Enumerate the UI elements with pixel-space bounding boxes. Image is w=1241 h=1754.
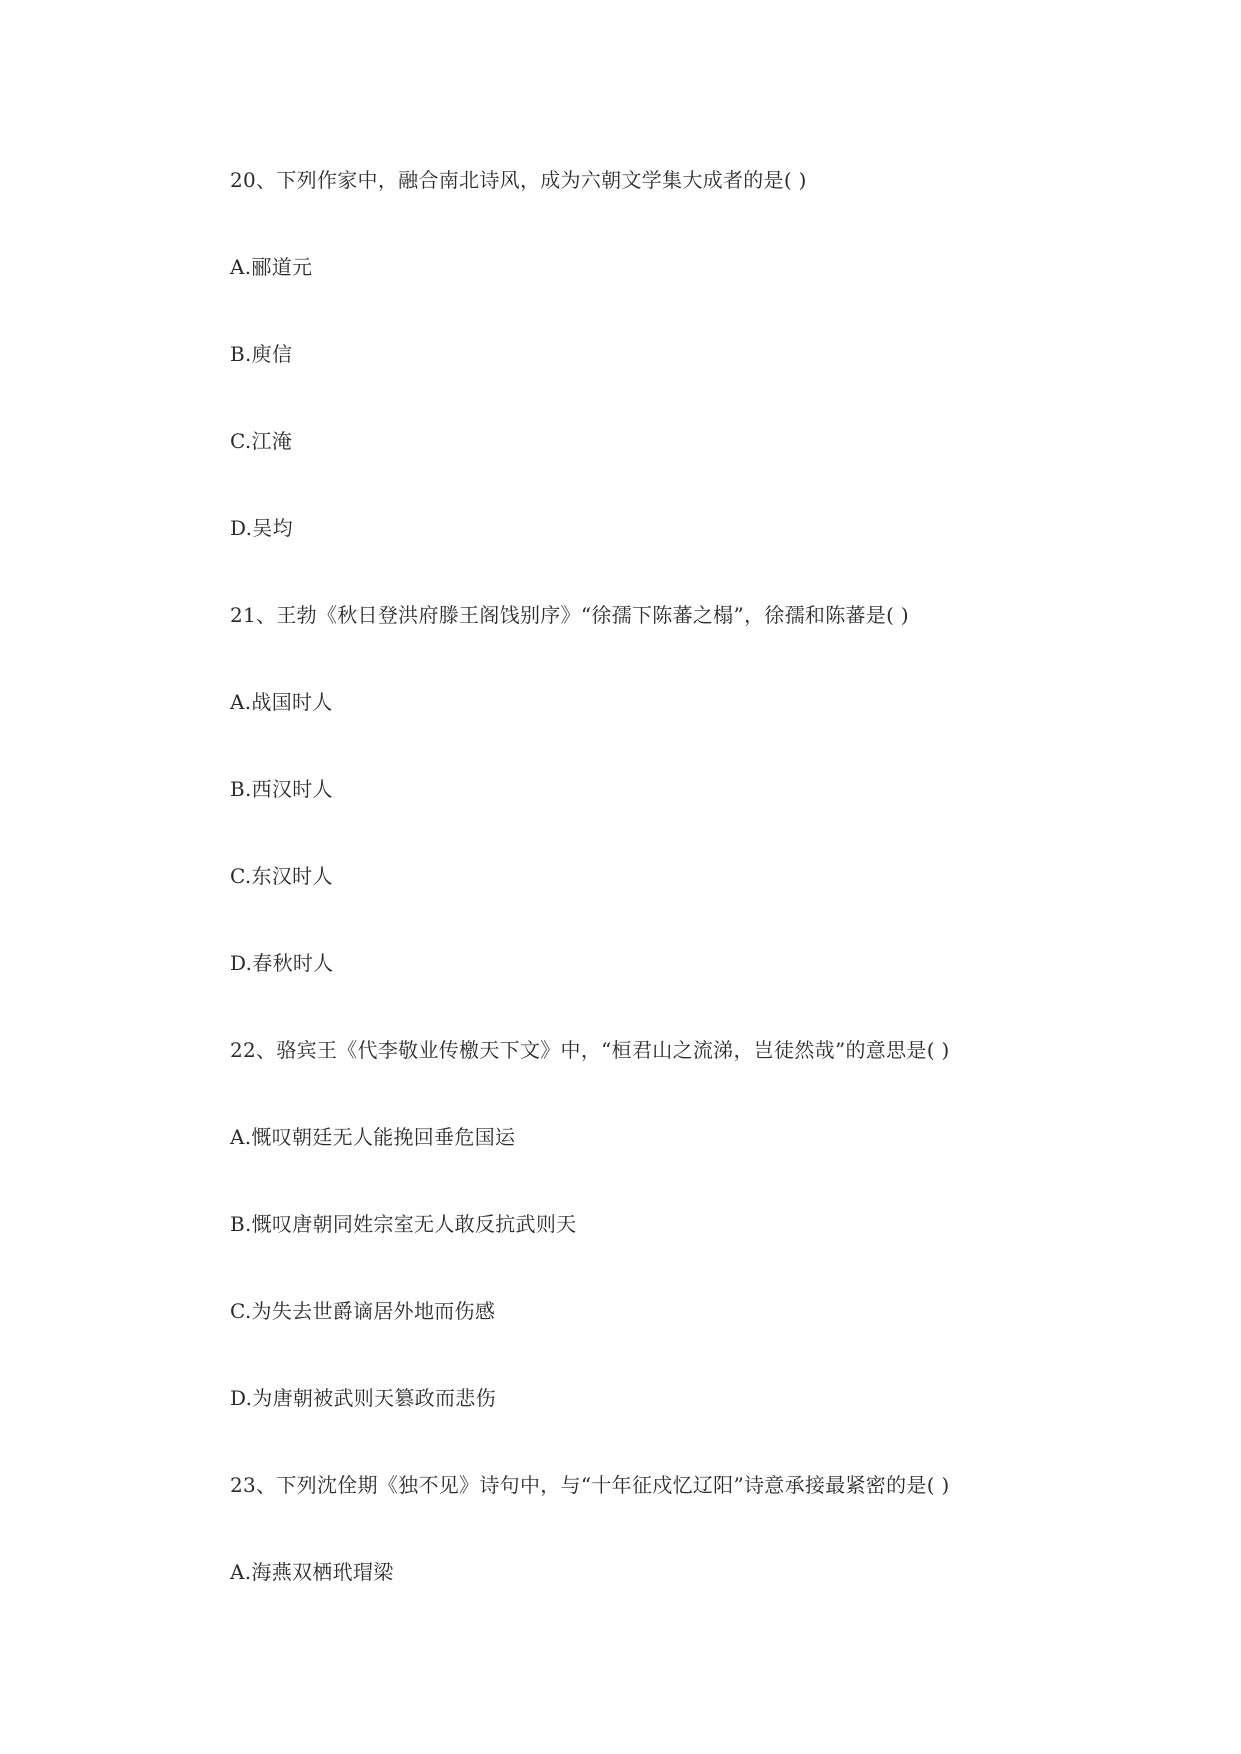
question-21-stem: 21、王勃《秋日登洪府滕王阁饯别序》“徐孺下陈蕃之榻”，徐孺和陈蕃是( ) <box>230 603 909 627</box>
question-21-option-d: D.春秋时人 <box>230 951 334 975</box>
question-20-stem: 20、下列作家中，融合南北诗风，成为六朝文学集大成者的是( ) <box>230 168 807 192</box>
question-22-stem: 22、骆宾王《代李敬业传檄天下文》中，“桓君山之流涕，岂徒然哉”的意思是( ) <box>230 1038 950 1062</box>
question-22-option-b: B.慨叹唐朝同姓宗室无人敢反抗武则天 <box>230 1212 577 1236</box>
question-20-option-a: A.郦道元 <box>230 255 313 279</box>
question-22-option-a: A.慨叹朝廷无人能挽回垂危国运 <box>230 1125 516 1149</box>
question-22-option-d: D.为唐朝被武则天篡政而悲伤 <box>230 1386 496 1410</box>
question-20-option-c: C.江淹 <box>230 429 293 453</box>
question-21-option-b: B.西汉时人 <box>230 777 333 801</box>
question-21-option-a: A.战国时人 <box>230 690 333 714</box>
question-21-option-c: C.东汉时人 <box>230 864 333 888</box>
question-20-option-b: B.庾信 <box>230 342 293 366</box>
question-23-stem: 23、下列沈佺期《独不见》诗句中，与“十年征戍忆辽阳”诗意承接最紧密的是( ) <box>230 1473 950 1497</box>
question-23-option-a: A.海燕双栖玳瑁梁 <box>230 1560 394 1584</box>
question-22-option-c: C.为失去世爵谪居外地而伤感 <box>230 1299 496 1323</box>
question-20-option-d: D.吴均 <box>230 516 293 540</box>
